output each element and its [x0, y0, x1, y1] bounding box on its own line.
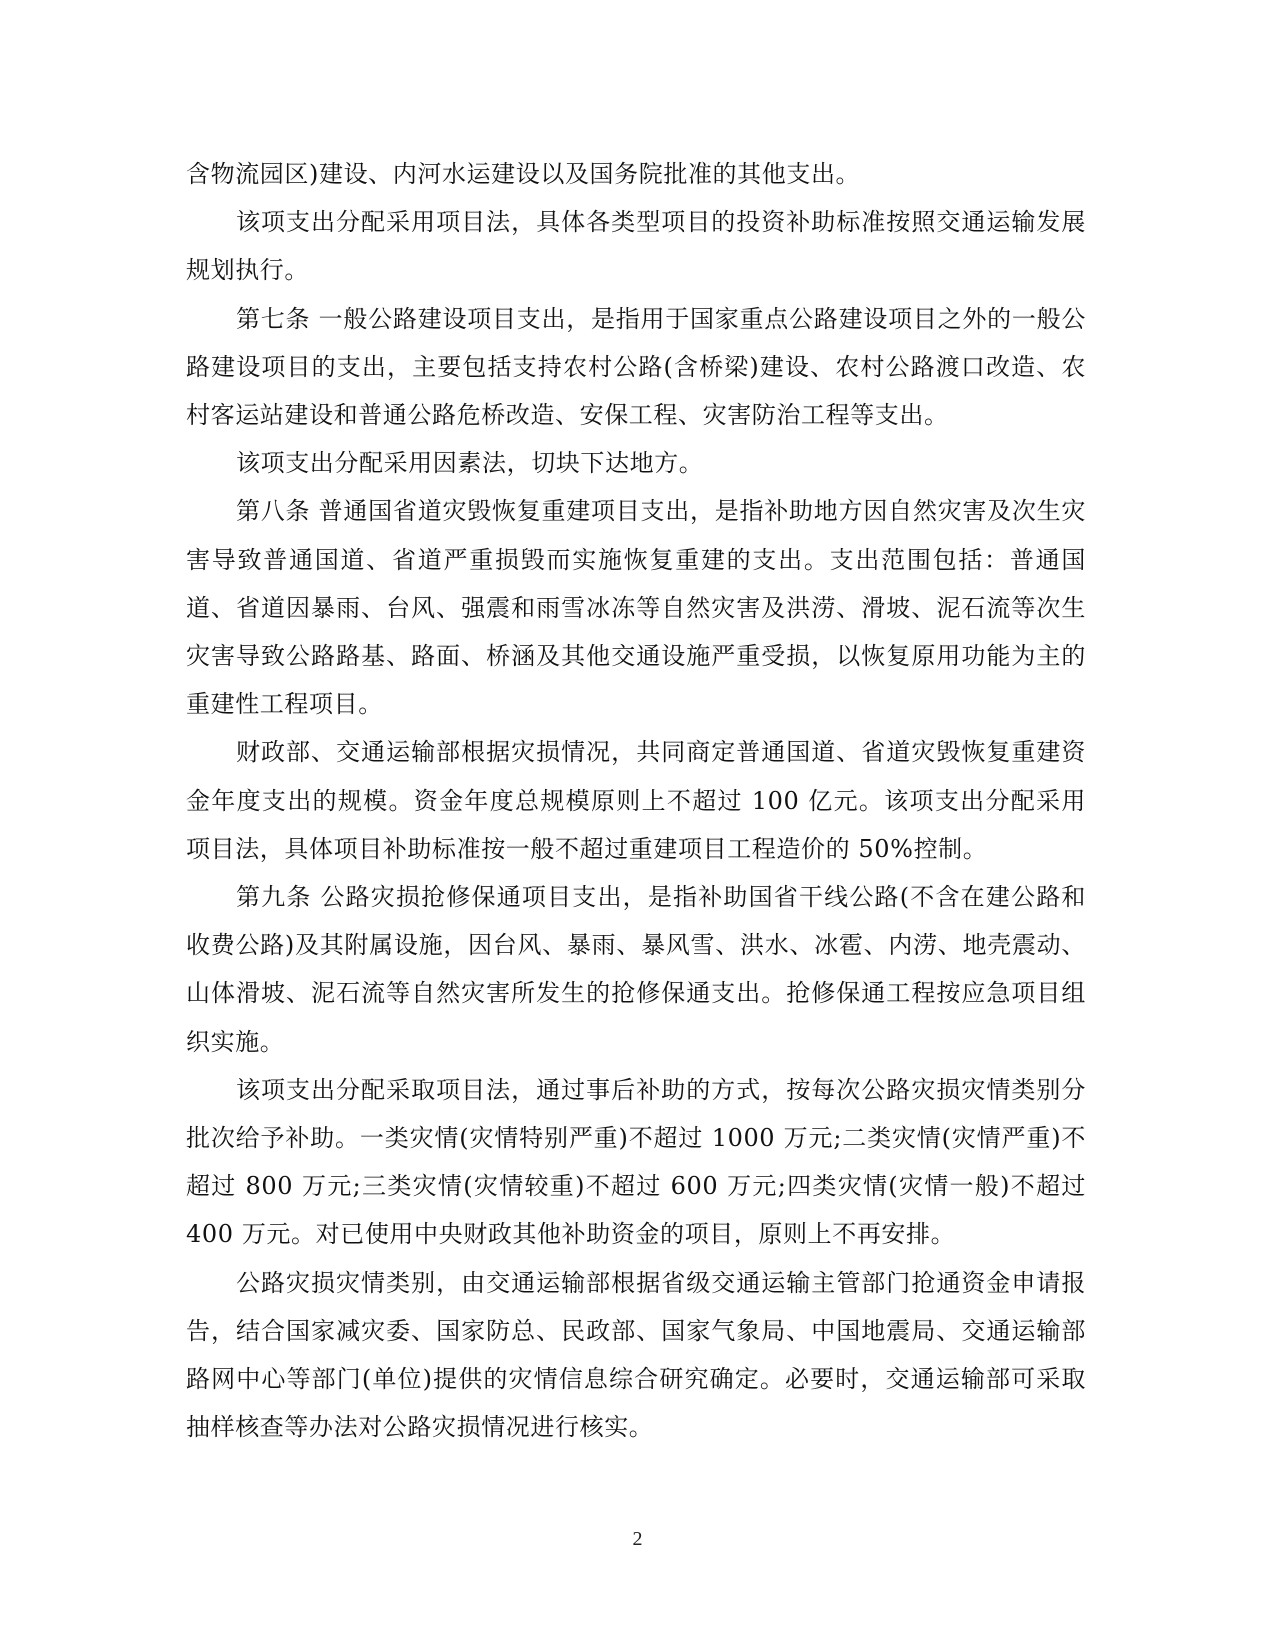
paragraph: 第九条 公路灾损抢修保通项目支出，是指补助国省干线公路(不含在建公路和收费公路)及其附属设施，因台风、暴雨、暴风雪、洪水、冰雹、内涝、地壳震动、山体滑坡、泥石流等自然灾害所发生的抢修保通支出。抢修保通工程按应急项目组织实施。: [186, 883, 1086, 1056]
document-body: [186, 150, 1086, 1451]
page-number: 2: [632, 1528, 643, 1550]
paragraph: 第七条 一般公路建设项目支出，是指用于国家重点公路建设项目之外的一般公路建设项目的支出，主要包括支持农村公路(含桥梁)建设、农村公路渡口改造、农村客运站建设和普通公路危桥改造、安保工程、灾害防治工程等支出。: [186, 304, 1086, 430]
paragraph: 含物流园区)建设、内河水运建设以及国务院批准的其他支出。: [186, 160, 861, 188]
paragraph: 该项支出分配采用因素法，切块下达地方。: [236, 449, 704, 478]
paragraph: 财政部、交通运输部根据灾损情况，共同商定普通国道、省道灾毁恢复重建资金年度支出的规模。资金年度总规模原则上不超过 100 亿元。该项支出分配采用项目法，具体项目补助标准按一般不超过重建项目工程造价的 50%控制。: [186, 738, 1086, 863]
paragraph: 第八条 普通国省道灾毁恢复重建项目支出，是指补助地方因自然灾害及次生灾害导致普通国道、省道严重损毁而实施恢复重建的支出。支出范围包括：普通国道、省道因暴雨、台风、强震和雨雪冰冻等自然灾害及洪涝、滑坡、泥石流等次生灾害导致公路路基、路面、桥涵及其他交通设施严重受损，以恢复原用功能为主的重建性工程项目。: [186, 497, 1086, 719]
paragraph: 该项支出分配采用项目法，具体各类型项目的投资补助标准按照交通运输发展规划执行。: [186, 208, 1086, 285]
paragraph: 公路灾损灾情类别，由交通运输部根据省级交通运输主管部门抢通资金申请报告，结合国家减灾委、国家防总、民政部、国家气象局、中国地震局、交通运输部路网中心等部门(单位)提供的灾情信息综合研究确定。必要时，交通运输部可采取抽样核查等办法对公路灾损情况进行核实。: [186, 1268, 1086, 1442]
paragraph: 该项支出分配采取项目法，通过事后补助的方式，按每次公路灾损灾情类别分批次给予补助。一类灾情(灾情特别严重)不超过 1000 万元;二类灾情(灾情严重)不超过 800 万元;三类灾情(灾情较重)不超过 600 万元;四类灾情(灾情一般)不超过 400 万元。对已使用中央财政其他补助资金的项目，原则上不再安排。: [186, 1075, 1086, 1249]
